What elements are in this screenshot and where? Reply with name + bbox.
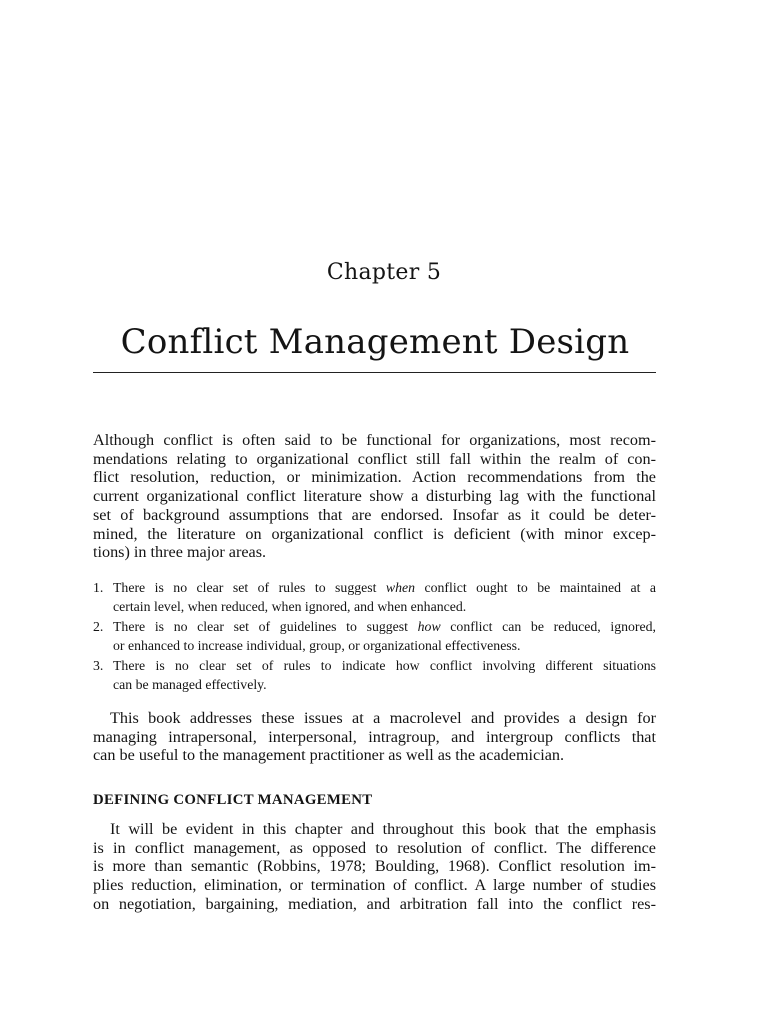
defining-line: on negotiation, bargaining, mediation, and arbitration fall into the conflict res- <box>93 894 656 913</box>
intro-line: flict resolution, reduction, or minimization. Action recommendations from the <box>93 468 656 487</box>
list-item-number: 3. <box>93 658 104 673</box>
list-item <box>93 656 656 694</box>
addresses-line: managing intrapersonal, interpersonal, intragroup, and intergroup conflicts that <box>93 727 656 746</box>
defining-paragraph <box>93 820 656 914</box>
deficiency-list <box>93 578 656 694</box>
defining-line: plies reduction, elimination, or termination of conflict. A large number of studies <box>93 876 656 895</box>
defining-line: It will be evident in this chapter and throughout this book that the emphasis <box>110 820 656 838</box>
list-item-line: certain level, when reduced, when ignored, and when enhanced. <box>113 599 467 614</box>
list-item-number: 1. <box>93 580 104 595</box>
chapter-number: Chapter 5 <box>326 260 442 285</box>
list-item <box>93 578 656 616</box>
addresses-paragraph <box>93 709 656 765</box>
addresses-line: can be useful to the management practitioner as well as the academician. <box>93 746 565 765</box>
intro-line: mined, the literature on organizational conflict is deficient (with minor excep- <box>93 524 656 543</box>
section-heading: DEFINING CONFLICT MANAGEMENT <box>93 792 373 808</box>
intro-line: current organizational conflict literature show a disturbing lag with the functional <box>93 487 656 506</box>
intro-line: mendations relating to organizational conflict still fall within the realm of con- <box>93 449 656 468</box>
list-item-line: can be managed effectively. <box>113 677 267 692</box>
intro-paragraph <box>93 431 656 562</box>
list-item-number: 2. <box>93 619 104 634</box>
list-item-line: There is no clear set of rules to suggest when conflict ought to be maintained at a <box>113 580 656 595</box>
list-item-line: or enhanced to increase individual, group, or organizational effectiveness. <box>113 638 521 653</box>
list-item-line: There is no clear set of guidelines to suggest how conflict can be reduced, ignored, <box>113 619 656 634</box>
list-item-line: There is no clear set of rules to indicate how conflict involving different situations <box>113 658 656 673</box>
addresses-line: This book addresses these issues at a macrolevel and provides a design for <box>110 709 656 727</box>
list-item <box>93 617 656 655</box>
chapter-title: Conflict Management Design <box>120 322 630 362</box>
defining-line: is in conflict management, as opposed to resolution of conflict. The difference <box>93 838 656 857</box>
intro-line: Although conflict is often said to be functional for organizations, most recom- <box>93 431 656 449</box>
defining-line: is more than semantic (Robbins, 1978; Boulding, 1968). Conflict resolution im- <box>93 857 656 876</box>
emphasis-when: when <box>385 580 416 595</box>
intro-line: set of background assumptions that are endorsed. Insofar as it could be deter- <box>93 505 656 524</box>
intro-line: tions) in three major areas. <box>93 543 267 562</box>
title-underline-rule <box>93 372 656 373</box>
emphasis-how: how <box>417 619 441 634</box>
